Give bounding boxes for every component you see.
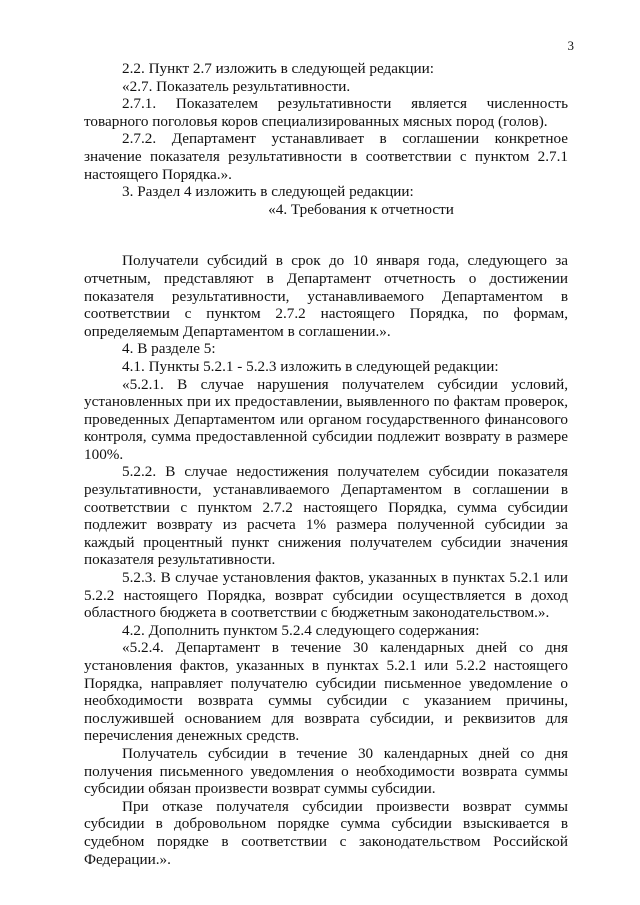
paragraph-5-2-1: «5.2.1. В случае нарушения получателем субсидии условий, установленных при их предоставлении, выявленного по фактам проверок, проведенных Департаментом или органом государственного финансового контроля, сумма предоставленной субсидии подлежит возврату в размере 100%. [84, 375, 568, 463]
document-body [84, 60, 568, 868]
paragraph-2-7: «2.7. Показатель результативности. [122, 77, 351, 95]
paragraph-2-7-2: 2.7.2. Департамент устанавливает в соглашении конкретное значение показателя результативности в соответствии с пунктом 2.7.1 настоящего Порядка.». [84, 130, 568, 183]
paragraph-2-2: 2.2. Пункт 2.7 изложить в следующей редакции: [122, 60, 435, 77]
paragraph-5-2-3: 5.2.3. В случае установления фактов, указанных в пунктах 5.2.1 или 5.2.2 настоящего Порядка, возврат субсидии осуществляется в доход областного бюджета в соответствии с бюджетным законодательством.». [84, 569, 568, 622]
paragraph-refusal: При отказе получателя субсидии произвести возврат суммы субсидии в добровольном порядке сумма субсидии взыскивается в судебном порядке в соответствии с законодательством Российской Федерации.». [84, 797, 568, 868]
spacer [84, 218, 568, 252]
paragraph-2-7-1: 2.7.1. Показателем результативности является численность товарного поголовья коров специализированных мясных пород (голов). [84, 95, 568, 130]
paragraph-5-2-4: «5.2.4. Департамент в течение 30 календарных дней со дня установления фактов, указанных в пунктах 5.2.1 или 5.2.2 настоящего Порядка, направляет получателю субсидии письменное уведомление о необходимости возврата суммы субсидии с указанием причины, послужившей основанием для возврата субсидии, и реквизитов для перечисления денежных средств. [84, 639, 568, 745]
paragraph-4-1: 4.1. Пункты 5.2.1 - 5.2.3 изложить в следующей редакции: [122, 357, 499, 375]
paragraph-4: 4. В разделе 5: [122, 340, 216, 358]
section-heading: «4. Требования к отчетности [268, 200, 454, 218]
paragraph-recipient-obligation: Получатель субсидии в течение 30 календарных дней со дня получения письменного уведомления о необходимости возврата суммы субсидии обязан произвести возврат суммы субсидии. [84, 744, 568, 798]
page-number: 3 [567, 38, 574, 53]
paragraph-3: 3. Раздел 4 изложить в следующей редакции: [122, 183, 414, 201]
paragraph-4-2: 4.2. Дополнить пунктом 5.2.4 следующего содержания: [122, 621, 480, 639]
paragraph-reporting: Получатели субсидий в срок до 10 января года, следующего за отчетным, представляют в Департамент отчетность о достижении показателя результативности, устанавливаемого Департаментом в соответствии с пунктом 2.7.2 настоящего Порядка, по формам, определяемым Департаментом в соглашении.». [84, 252, 568, 340]
paragraph-5-2-2: 5.2.2. В случае недостижения получателем субсидии показателя результативности, устанавливаемого Департаментом в соглашении в соответствии с пунктом 2.7.2 настоящего Порядка, сумма субсидии подлежит возврату из расчета 1% размера полученной субсидии за каждый процентный пункт снижения получателем субсидии значения показателя результативности. [84, 463, 568, 569]
